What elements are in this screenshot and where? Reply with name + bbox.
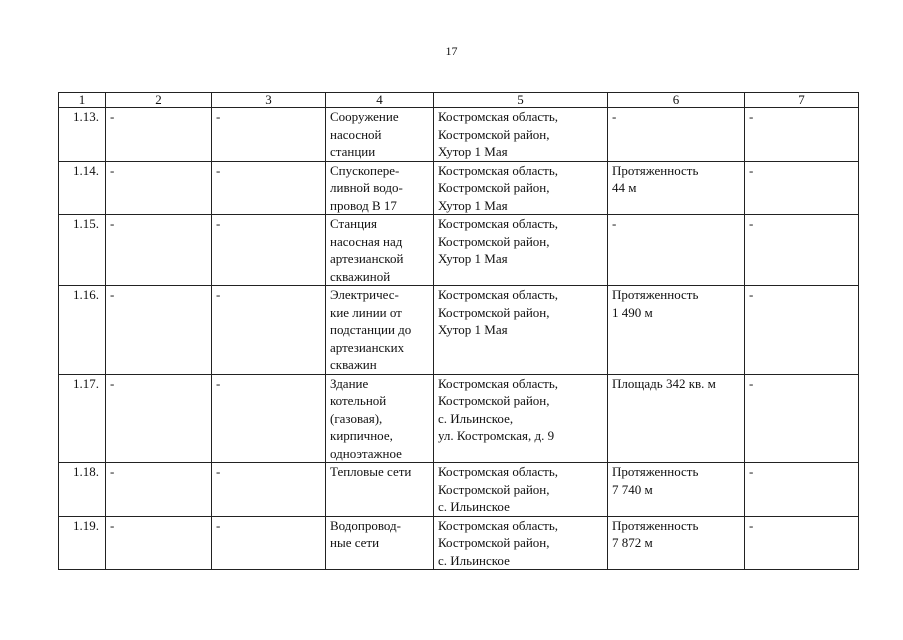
header-cell: 5 bbox=[434, 93, 608, 108]
header-cell: 7 bbox=[745, 93, 859, 108]
object-name-cell: Тепловые сети bbox=[326, 463, 434, 517]
table-cell: - bbox=[106, 374, 212, 463]
address-cell: Костромская область, Костромской район, Хутор 1 Мая bbox=[434, 215, 608, 286]
header-cell: 3 bbox=[212, 93, 326, 108]
table-cell: - bbox=[106, 108, 212, 162]
object-name-cell: Электричес- кие линии от подстанции до артезианских скважин bbox=[326, 286, 434, 375]
object-name-cell: Станция насосная над артезианской скважиной bbox=[326, 215, 434, 286]
table-cell: - bbox=[745, 161, 859, 215]
characteristics-cell: Протяженность 7 740 м bbox=[608, 463, 745, 517]
row-number-cell: 1.16. bbox=[59, 286, 106, 375]
table-cell: - bbox=[745, 286, 859, 375]
table-cell: - bbox=[745, 215, 859, 286]
address-cell: Костромская область, Костромской район, с. Ильинское bbox=[434, 516, 608, 570]
row-number-cell: 1.14. bbox=[59, 161, 106, 215]
characteristics-cell: Площадь 342 кв. м bbox=[608, 374, 745, 463]
characteristics-cell: Протяженность 7 872 м bbox=[608, 516, 745, 570]
table-cell: - bbox=[212, 161, 326, 215]
table-row bbox=[59, 215, 859, 286]
table-cell: - bbox=[106, 286, 212, 375]
table-cell: - bbox=[212, 374, 326, 463]
header-cell: 2 bbox=[106, 93, 212, 108]
table-header-row bbox=[59, 93, 859, 108]
table-row bbox=[59, 161, 859, 215]
table-row bbox=[59, 108, 859, 162]
header-cell: 6 bbox=[608, 93, 745, 108]
address-cell: Костромская область, Костромской район, Хутор 1 Мая bbox=[434, 286, 608, 375]
table-cell: - bbox=[745, 108, 859, 162]
table-cell: - bbox=[212, 286, 326, 375]
object-name-cell: Сооружение насосной станции bbox=[326, 108, 434, 162]
page-number: 17 bbox=[445, 44, 458, 58]
object-name-cell: Водопровод- ные сети bbox=[326, 516, 434, 570]
header-cell: 4 bbox=[326, 93, 434, 108]
row-number-cell: 1.18. bbox=[59, 463, 106, 517]
object-name-cell: Здание котельной (газовая), кирпичное, одноэтажное bbox=[326, 374, 434, 463]
characteristics-cell: - bbox=[608, 215, 745, 286]
table-cell: - bbox=[212, 463, 326, 517]
table-row bbox=[59, 516, 859, 570]
object-name-cell: Спускопере- ливной водо- провод В 17 bbox=[326, 161, 434, 215]
row-number-cell: 1.17. bbox=[59, 374, 106, 463]
table-cell: - bbox=[745, 516, 859, 570]
table-cell: - bbox=[745, 463, 859, 517]
table-cell: - bbox=[106, 161, 212, 215]
table-row bbox=[59, 374, 859, 463]
header-cell: 1 bbox=[59, 93, 106, 108]
table-cell: - bbox=[745, 374, 859, 463]
table-row bbox=[59, 286, 859, 375]
property-registry-table bbox=[58, 92, 859, 570]
table-cell: - bbox=[212, 215, 326, 286]
row-number-cell: 1.19. bbox=[59, 516, 106, 570]
table-row bbox=[59, 463, 859, 517]
characteristics-cell: - bbox=[608, 108, 745, 162]
table-cell: - bbox=[106, 463, 212, 517]
row-number-cell: 1.15. bbox=[59, 215, 106, 286]
row-number-cell: 1.13. bbox=[59, 108, 106, 162]
table-cell: - bbox=[106, 516, 212, 570]
characteristics-cell: Протяженность 1 490 м bbox=[608, 286, 745, 375]
address-cell: Костромская область, Костромской район, Хутор 1 Мая bbox=[434, 108, 608, 162]
address-cell: Костромская область, Костромской район, с. Ильинское, ул. Костромская, д. 9 bbox=[434, 374, 608, 463]
characteristics-cell: Протяженность 44 м bbox=[608, 161, 745, 215]
table-cell: - bbox=[212, 108, 326, 162]
table-cell: - bbox=[106, 215, 212, 286]
address-cell: Костромская область, Костромской район, с. Ильинское bbox=[434, 463, 608, 517]
address-cell: Костромская область, Костромской район, Хутор 1 Мая bbox=[434, 161, 608, 215]
table-cell: - bbox=[212, 516, 326, 570]
